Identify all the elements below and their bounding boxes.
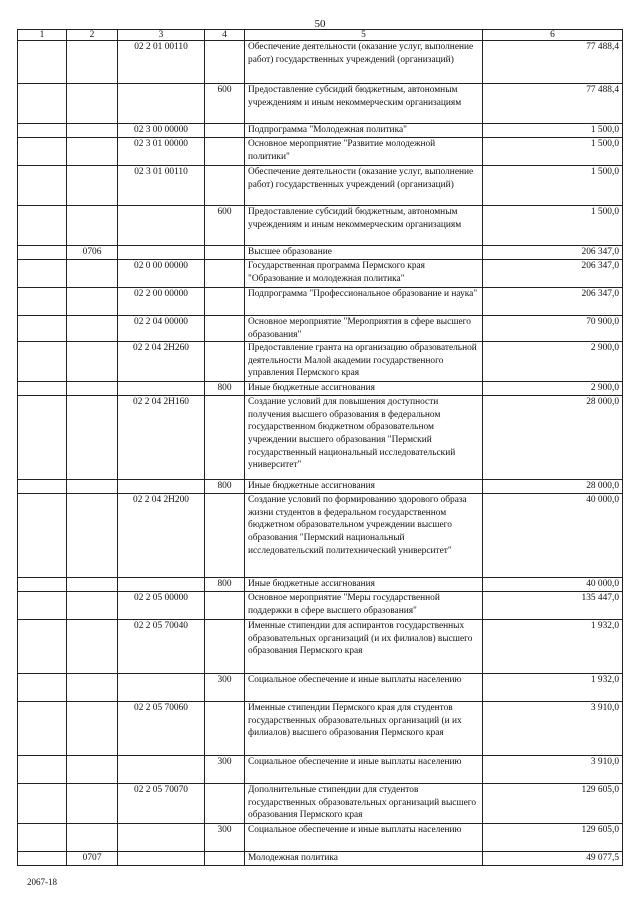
target-article-cell (118, 382, 205, 396)
subsection-code-cell (67, 702, 118, 756)
expense-type-cell (205, 396, 245, 480)
subsection-code-cell (67, 592, 118, 620)
table-row (18, 756, 623, 784)
section-code-cell (18, 41, 67, 84)
section-code-cell (18, 246, 67, 260)
expense-type-cell (205, 494, 245, 578)
target-article-cell (118, 206, 205, 246)
amount-cell: 129 605,0 (483, 824, 623, 852)
table-row (18, 396, 623, 480)
amount-cell: 28 000,0 (483, 480, 623, 494)
subsection-code-cell (67, 124, 118, 138)
target-article-cell (118, 674, 205, 702)
amount-cell: 77 488,4 (483, 84, 623, 124)
subsection-code-cell (67, 166, 118, 206)
section-code-cell (18, 342, 67, 382)
item-name-cell: Создание условий по формированию здорового образа жизни студентов в федеральном государственном бюджетном образовательном учреждении высшего образования "Пермский национальный исследовательский политехнический университет" (245, 494, 483, 578)
page-number: 50 (314, 18, 326, 30)
table-row (18, 824, 623, 852)
section-code-cell (18, 756, 67, 784)
subsection-code-cell (67, 494, 118, 578)
subsection-code-cell: 0707 (67, 852, 118, 866)
expense-type-cell: 300 (205, 674, 245, 702)
section-code-cell (18, 206, 67, 246)
column-header: 3 (118, 30, 205, 41)
section-code-cell (18, 852, 67, 866)
item-name-cell: Государственная программа Пермского края "Образование и молодежная политика" (245, 260, 483, 288)
section-code-cell (18, 124, 67, 138)
table-row (18, 480, 623, 494)
amount-cell: 2 900,0 (483, 342, 623, 382)
item-name-cell: Иные бюджетные ассигнования (245, 578, 483, 592)
expense-type-cell: 300 (205, 824, 245, 852)
item-name-cell: Подпрограмма "Профессиональное образование и наука" (245, 288, 483, 316)
amount-cell: 1 500,0 (483, 206, 623, 246)
amount-cell: 40 000,0 (483, 494, 623, 578)
item-name-cell: Основное мероприятие "Мероприятия в сфере высшего образования" (245, 316, 483, 342)
table-row (18, 246, 623, 260)
expense-type-cell: 600 (205, 206, 245, 246)
target-article-cell (118, 578, 205, 592)
target-article-cell: 02 2 00 00000 (118, 288, 205, 316)
item-name-cell: Социальное обеспечение и иные выплаты населению (245, 824, 483, 852)
expense-type-cell (205, 784, 245, 824)
target-article-cell: 02 3 00 00000 (118, 124, 205, 138)
item-name-cell: Подпрограмма "Молодежная политика" (245, 124, 483, 138)
item-name-cell: Предоставление гранта на организацию образовательной деятельности Малой академии государственного управления Пермского края (245, 342, 483, 382)
section-code-cell (18, 138, 67, 166)
table-row (18, 84, 623, 124)
table-row (18, 260, 623, 288)
table-row (18, 784, 623, 824)
item-name-cell: Молодежная политика (245, 852, 483, 866)
target-article-cell (118, 246, 205, 260)
table-row (18, 852, 623, 866)
column-header: 2 (67, 30, 118, 41)
section-code-cell (18, 396, 67, 480)
item-name-cell: Предоставление субсидий бюджетным, автономным учреждениям и иным некоммерческим организациям (245, 84, 483, 124)
target-article-cell: 02 2 05 70070 (118, 784, 205, 824)
expense-type-cell (205, 124, 245, 138)
column-header: 5 (245, 30, 483, 41)
section-code-cell (18, 84, 67, 124)
amount-cell: 3 910,0 (483, 756, 623, 784)
item-name-cell: Иные бюджетные ассигнования (245, 382, 483, 396)
amount-cell: 2 900,0 (483, 382, 623, 396)
expense-type-cell (205, 342, 245, 382)
amount-cell: 129 605,0 (483, 784, 623, 824)
table-row (18, 316, 623, 342)
column-header: 1 (18, 30, 67, 41)
column-header: 6 (483, 30, 623, 41)
table-row (18, 288, 623, 316)
item-name-cell: Обеспечение деятельности (оказание услуг, выполнение работ) государственных учреждений (организаций) (245, 41, 483, 84)
target-article-cell: 02 0 00 00000 (118, 260, 205, 288)
section-code-cell (18, 824, 67, 852)
amount-cell: 206 347,0 (483, 260, 623, 288)
section-code-cell (18, 578, 67, 592)
item-name-cell: Основное мероприятие "Развитие молодежной политики" (245, 138, 483, 166)
document-code: 2067-18 (27, 877, 57, 887)
table-row (18, 674, 623, 702)
amount-cell: 40 000,0 (483, 578, 623, 592)
table-row (18, 382, 623, 396)
amount-cell: 1 932,0 (483, 674, 623, 702)
expense-type-cell: 800 (205, 578, 245, 592)
expense-type-cell (205, 316, 245, 342)
expense-type-cell: 800 (205, 382, 245, 396)
expense-type-cell (205, 260, 245, 288)
amount-cell: 3 910,0 (483, 702, 623, 756)
expense-type-cell (205, 852, 245, 866)
target-article-cell (118, 824, 205, 852)
subsection-code-cell (67, 756, 118, 784)
table-row (18, 494, 623, 578)
expense-type-cell (205, 138, 245, 166)
section-code-cell (18, 674, 67, 702)
amount-cell: 135 447,0 (483, 592, 623, 620)
section-code-cell (18, 494, 67, 578)
table-row (18, 138, 623, 166)
target-article-cell: 02 3 01 00000 (118, 138, 205, 166)
item-name-cell: Создание условий для повышения доступности получения высшего образования в федеральном государственном бюджетном образовательном учреждении высшего образования "Пермский государственный национальный исследовательский университет" (245, 396, 483, 480)
table-row (18, 702, 623, 756)
item-name-cell: Обеспечение деятельности (оказание услуг, выполнение работ) государственных учреждений (организаций) (245, 166, 483, 206)
subsection-code-cell (67, 316, 118, 342)
table-row (18, 592, 623, 620)
section-code-cell (18, 784, 67, 824)
subsection-code-cell (67, 41, 118, 84)
expense-type-cell (205, 246, 245, 260)
item-name-cell: Дополнительные стипендии для студентов государственных образовательных организаций высшего образования Пермского края (245, 784, 483, 824)
subsection-code-cell (67, 824, 118, 852)
table-header-row (18, 30, 623, 41)
subsection-code-cell (67, 342, 118, 382)
expense-type-cell: 600 (205, 84, 245, 124)
expense-type-cell (205, 41, 245, 84)
section-code-cell (18, 260, 67, 288)
target-article-cell: 02 2 04 2Н160 (118, 396, 205, 480)
section-code-cell (18, 702, 67, 756)
section-code-cell (18, 620, 67, 674)
target-article-cell: 02 2 04 2Н260 (118, 342, 205, 382)
item-name-cell: Иные бюджетные ассигнования (245, 480, 483, 494)
subsection-code-cell (67, 674, 118, 702)
table-row (18, 41, 623, 84)
amount-cell: 70 900,0 (483, 316, 623, 342)
table-row (18, 342, 623, 382)
expense-type-cell: 800 (205, 480, 245, 494)
item-name-cell: Высшее образование (245, 246, 483, 260)
target-article-cell: 02 2 05 70040 (118, 620, 205, 674)
subsection-code-cell (67, 578, 118, 592)
amount-cell: 1 932,0 (483, 620, 623, 674)
section-code-cell (18, 316, 67, 342)
table-row (18, 124, 623, 138)
section-code-cell (18, 382, 67, 396)
amount-cell: 206 347,0 (483, 288, 623, 316)
item-name-cell: Именные стипендии для аспирантов государственных образовательных организаций (и их филиалов) высшего образования Пермского края (245, 620, 483, 674)
target-article-cell (118, 756, 205, 784)
expense-type-cell (205, 702, 245, 756)
target-article-cell: 02 2 04 00000 (118, 316, 205, 342)
section-code-cell (18, 480, 67, 494)
column-header: 4 (205, 30, 245, 41)
target-article-cell: 02 3 01 00110 (118, 166, 205, 206)
subsection-code-cell (67, 620, 118, 674)
amount-cell: 49 077,5 (483, 852, 623, 866)
subsection-code-cell (67, 382, 118, 396)
item-name-cell: Именные стипендии Пермского края для студентов государственных образовательных организаций (и их филиалов) высшего образования Пермского края (245, 702, 483, 756)
subsection-code-cell (67, 206, 118, 246)
expense-type-cell: 300 (205, 756, 245, 784)
amount-cell: 1 500,0 (483, 138, 623, 166)
target-article-cell (118, 852, 205, 866)
subsection-code-cell (67, 138, 118, 166)
expense-type-cell (205, 620, 245, 674)
item-name-cell: Предоставление субсидий бюджетным, автономным учреждениям и иным некоммерческим организациям (245, 206, 483, 246)
expense-type-cell (205, 288, 245, 316)
amount-cell: 28 000,0 (483, 396, 623, 480)
table-row (18, 620, 623, 674)
item-name-cell: Социальное обеспечение и иные выплаты населению (245, 756, 483, 784)
subsection-code-cell (67, 784, 118, 824)
section-code-cell (18, 166, 67, 206)
amount-cell: 77 488,4 (483, 41, 623, 84)
target-article-cell (118, 84, 205, 124)
target-article-cell: 02 2 05 00000 (118, 592, 205, 620)
budget-table (17, 29, 623, 866)
target-article-cell: 02 2 05 70060 (118, 702, 205, 756)
section-code-cell (18, 592, 67, 620)
subsection-code-cell (67, 396, 118, 480)
section-code-cell (18, 288, 67, 316)
table-row (18, 166, 623, 206)
amount-cell: 206 347,0 (483, 246, 623, 260)
subsection-code-cell (67, 288, 118, 316)
subsection-code-cell (67, 84, 118, 124)
amount-cell: 1 500,0 (483, 124, 623, 138)
subsection-code-cell (67, 260, 118, 288)
table-row (18, 578, 623, 592)
target-article-cell: 02 2 01 00110 (118, 41, 205, 84)
amount-cell: 1 500,0 (483, 166, 623, 206)
target-article-cell: 02 2 04 2Н200 (118, 494, 205, 578)
item-name-cell: Основное мероприятие "Меры государственной поддержки в сфере высшего образования" (245, 592, 483, 620)
table-row (18, 206, 623, 246)
target-article-cell (118, 480, 205, 494)
expense-type-cell (205, 166, 245, 206)
expense-type-cell (205, 592, 245, 620)
subsection-code-cell: 0706 (67, 246, 118, 260)
subsection-code-cell (67, 480, 118, 494)
table-body (18, 41, 623, 866)
item-name-cell: Социальное обеспечение и иные выплаты населению (245, 674, 483, 702)
